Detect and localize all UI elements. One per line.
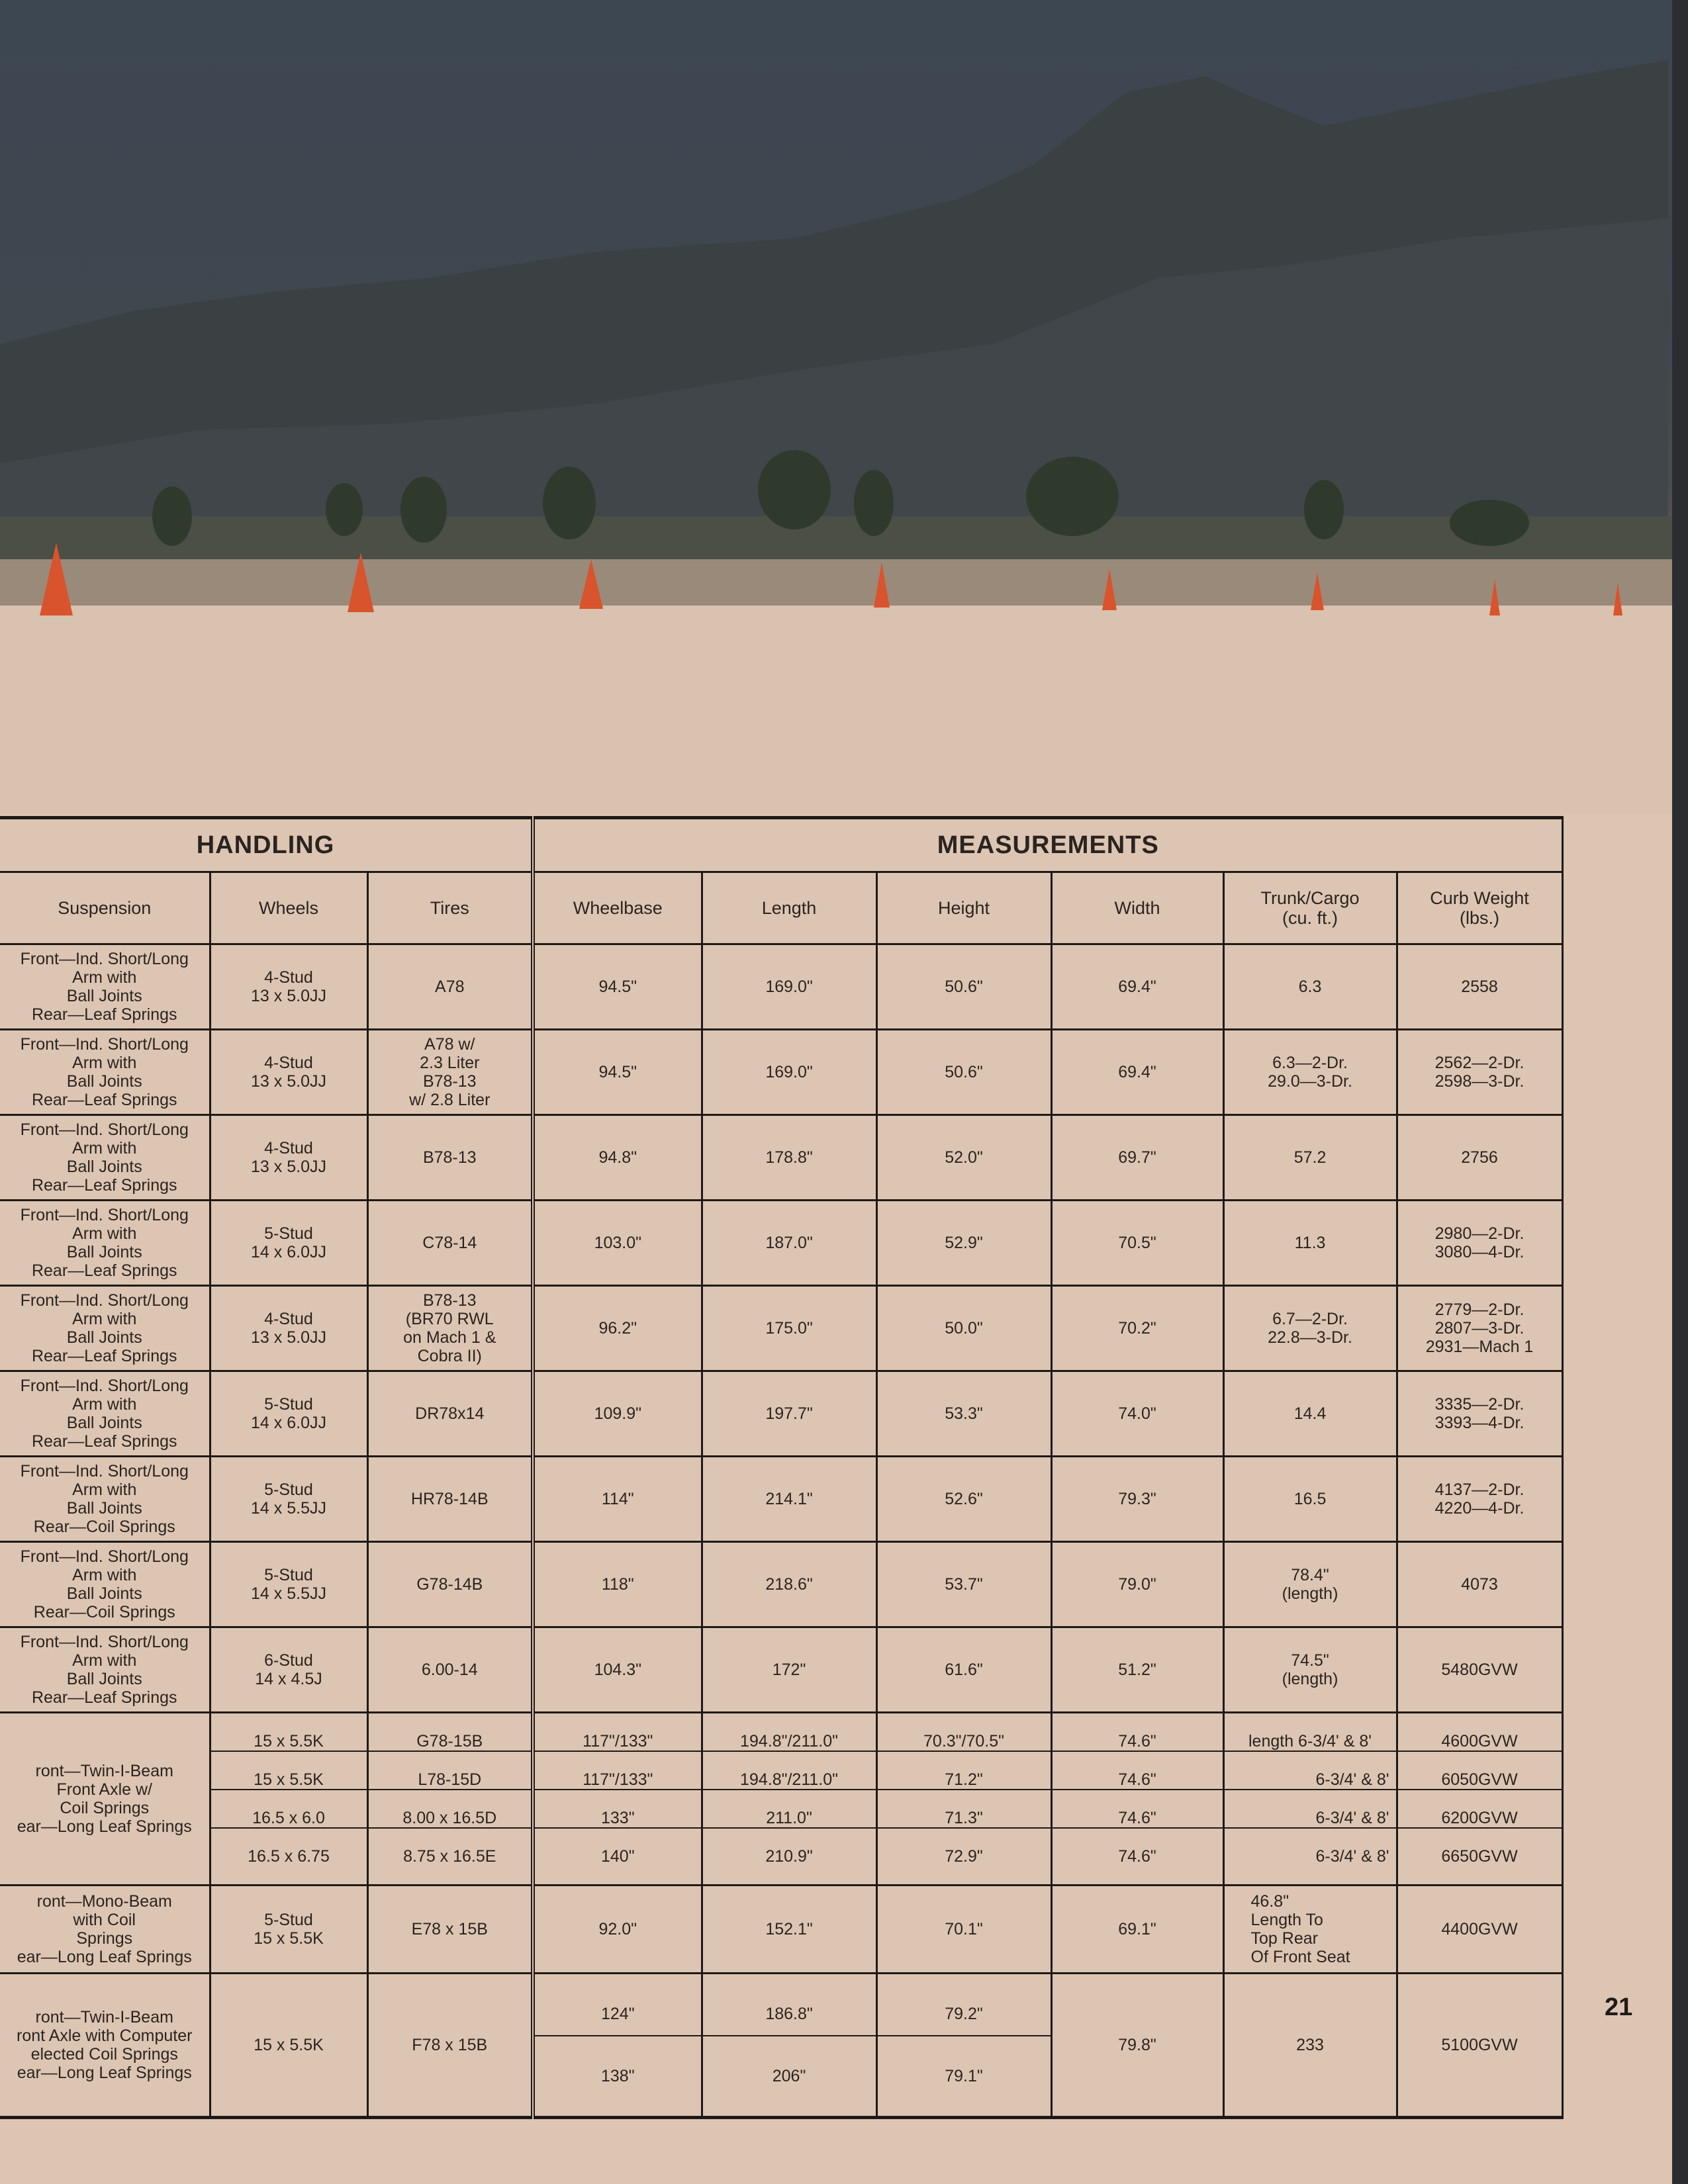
sub-value: 15 x 5.5K (211, 1770, 367, 1790)
cell-trunk: 57.2 (1223, 1115, 1397, 1201)
sub-value: length 6-3/4' & 8' (1225, 1732, 1396, 1752)
header-height: Height (876, 872, 1051, 944)
brush-strip (0, 559, 1688, 612)
cell-suspension: Front—Ind. Short/Long Arm with Ball Joints Rear—Leaf Springs (0, 1115, 210, 1201)
sub-value: 71.2" (878, 1770, 1051, 1790)
cell-wheels: 6-Stud 14 x 4.5J (210, 1627, 367, 1713)
cell-length: 218.6" (702, 1542, 876, 1627)
cell-wheels: 5-Stud 14 x 5.5JJ (210, 1457, 367, 1542)
cell-curb-weight: 2779—2-Dr. 2807—3-Dr. 2931—Mach 1 (1397, 1286, 1562, 1371)
table-row (0, 1286, 1562, 1371)
sub-value: 74.6" (1053, 1770, 1223, 1790)
table-row (0, 1371, 1562, 1457)
header-width: Width (1051, 872, 1223, 944)
header-wheels: Wheels (210, 872, 367, 944)
cell-curb-weight: 4400GVW (1397, 1886, 1562, 1974)
cell-curb-weight: 2558 (1397, 944, 1562, 1030)
cell-height: 61.6" (876, 1627, 1051, 1713)
table-row (0, 1457, 1562, 1542)
cell-length: 187.0" (702, 1201, 876, 1286)
cell-tires: B78-13 (BR70 RWL on Mach 1 & Cobra II) (367, 1286, 533, 1371)
cell-curb-weight: 4137—2-Dr. 4220—4-Dr. (1397, 1457, 1562, 1542)
cell-trunk: 6.3—2-Dr. 29.0—3-Dr. (1223, 1030, 1397, 1115)
sub-value: 6200GVW (1398, 1809, 1562, 1829)
cell-wheelbase-multi (533, 1974, 702, 2118)
cell-suspension: Front—Ind. Short/Long Arm with Ball Joints Rear—Leaf Springs (0, 1627, 210, 1713)
cell-tires: E78 x 15B (367, 1886, 533, 1974)
cell-tires: A78 w/ 2.3 Liter B78-13 w/ 2.8 Liter (367, 1030, 533, 1115)
page-edge-shadow (1672, 0, 1688, 2184)
sub-value: 186.8" (703, 1993, 876, 2036)
cell-wheels: 4-Stud 13 x 5.0JJ (210, 944, 367, 1030)
table-row (0, 944, 1562, 1030)
cell-curb-weight: 4073 (1397, 1542, 1562, 1627)
cell-height: 50.6" (876, 1030, 1051, 1115)
cell-wheels: 4-Stud 13 x 5.0JJ (210, 1030, 367, 1115)
cell-wheelbase: 109.9" (533, 1371, 702, 1457)
table-row (0, 1627, 1562, 1713)
cell-curb-weight-multi (1397, 1713, 1562, 1886)
page-number: 21 (1605, 1993, 1633, 2021)
cell-width: 69.4" (1051, 1030, 1223, 1115)
header-length: Length (702, 872, 876, 944)
cell-suspension: Front—Ind. Short/Long Arm with Ball Joints Rear—Coil Springs (0, 1457, 210, 1542)
cell-suspension: ront—Mono-Beam with Coil Springs ear—Long Leaf Springs (0, 1886, 210, 1974)
sub-value: 74.6" (1053, 1732, 1223, 1752)
cell-wheels-multi (210, 1713, 367, 1886)
cell-curb-weight: 5100GVW (1397, 1974, 1562, 2118)
cell-wheelbase: 94.8" (533, 1115, 702, 1201)
cell-trunk: 6.7—2-Dr. 22.8—3-Dr. (1223, 1286, 1397, 1371)
cell-suspension: Front—Ind. Short/Long Arm with Ball Joints Rear—Coil Springs (0, 1542, 210, 1627)
cell-tires: B78-13 (367, 1115, 533, 1201)
sub-value: 140" (600, 1847, 635, 1866)
cell-height: 52.0" (876, 1115, 1051, 1201)
sub-value: 16.5 x 6.75 (248, 1847, 330, 1866)
header-curb-weight: Curb Weight (lbs.) (1397, 872, 1562, 944)
cell-trunk: 16.5 (1223, 1457, 1397, 1542)
sub-value: 133" (535, 1809, 701, 1829)
sub-value: 4600GVW (1398, 1732, 1562, 1752)
cell-wheelbase: 103.0" (533, 1201, 702, 1286)
cell-tires: 6.00-14 (367, 1627, 533, 1713)
cell-width: 69.4" (1051, 944, 1223, 1030)
cell-wheelbase: 118" (533, 1542, 702, 1627)
cell-wheels: 4-Stud 13 x 5.0JJ (210, 1286, 367, 1371)
sub-value: 194.8"/211.0" (703, 1732, 876, 1752)
sub-value: 211.0" (703, 1809, 876, 1829)
sub-value: 6050GVW (1398, 1770, 1562, 1790)
landscape-illustration (0, 0, 1688, 814)
sub-value: 74.6" (1118, 1847, 1156, 1866)
cell-wheels: 15 x 5.5K (210, 1974, 367, 2118)
cell-trunk: 233 (1223, 1974, 1397, 2118)
desert-photo (0, 0, 1688, 814)
sub-value: 15 x 5.5K (211, 1732, 367, 1752)
cell-trunk: 14.4 (1223, 1371, 1397, 1457)
table-row-twin-beam (0, 1713, 1562, 1886)
cell-suspension: ront—Twin-I-Beam Front Axle w/ Coil Springs ear—Long Leaf Springs (0, 1713, 210, 1886)
cell-trunk: 46.8" Length To Top Rear Of Front Seat (1223, 1886, 1397, 1974)
cell-length: 152.1" (702, 1886, 876, 1974)
cell-tires: HR78-14B (367, 1457, 533, 1542)
sub-value: 72.9" (945, 1847, 983, 1866)
cell-length: 214.1" (702, 1457, 876, 1542)
table-row (0, 1542, 1562, 1627)
cell-height: 53.7" (876, 1542, 1051, 1627)
cell-height-multi (876, 1713, 1051, 1886)
sub-value: 138" (600, 2067, 635, 2085)
cell-height-multi (876, 1974, 1051, 2118)
cell-wheelbase: 104.3" (533, 1627, 702, 1713)
cell-width: 79.3" (1051, 1457, 1223, 1542)
sub-value: 79.2" (878, 1993, 1051, 2036)
cell-curb-weight: 3335—2-Dr. 3393—4-Dr. (1397, 1371, 1562, 1457)
cell-curb-weight: 2562—2-Dr. 2598—3-Dr. (1397, 1030, 1562, 1115)
cell-width-multi (1051, 1713, 1223, 1886)
sub-value: 70.3"/70.5" (878, 1732, 1051, 1752)
cell-wheels: 5-Stud 14 x 6.0JJ (210, 1371, 367, 1457)
cell-wheels: 5-Stud 14 x 5.5JJ (210, 1542, 367, 1627)
cell-height: 52.6" (876, 1457, 1051, 1542)
cell-tires: DR78x14 (367, 1371, 533, 1457)
sub-value: 117"/133" (535, 1770, 701, 1790)
header-trunk-cargo: Trunk/Cargo (cu. ft.) (1223, 872, 1397, 944)
cell-suspension: Front—Ind. Short/Long Arm with Ball Joints Rear—Leaf Springs (0, 1371, 210, 1457)
cell-trunk-multi (1223, 1713, 1397, 1886)
cell-length-multi (702, 1713, 876, 1886)
cell-curb-weight: 2756 (1397, 1115, 1562, 1201)
measurements-section-title: MEASUREMENTS (533, 818, 1562, 872)
cell-curb-weight: 2980—2-Dr. 3080—4-Dr. (1397, 1201, 1562, 1286)
cell-width: 69.7" (1051, 1115, 1223, 1201)
sub-value: 74.6" (1053, 1809, 1223, 1829)
cell-trunk: 11.3 (1223, 1201, 1397, 1286)
cell-length: 178.8" (702, 1115, 876, 1201)
sub-value: 6-3/4' & 8' (1315, 1847, 1389, 1866)
cell-suspension: Front—Ind. Short/Long Arm with Ball Joints Rear—Leaf Springs (0, 1030, 210, 1115)
cell-width: 74.0" (1051, 1371, 1223, 1457)
cell-wheels: 5-Stud 14 x 6.0JJ (210, 1201, 367, 1286)
cell-suspension: Front—Ind. Short/Long Arm with Ball Joints Rear—Leaf Springs (0, 944, 210, 1030)
cell-width: 79.8" (1051, 1974, 1223, 2118)
cell-wheelbase: 94.5" (533, 1030, 702, 1115)
cell-length-multi (702, 1974, 876, 2118)
header-wheelbase: Wheelbase (533, 872, 702, 944)
cell-tires-multi (367, 1713, 533, 1886)
cell-trunk: 74.5" (length) (1223, 1627, 1397, 1713)
cell-length: 175.0" (702, 1286, 876, 1371)
table-row-computer-coil (0, 1974, 1562, 2118)
handling-section-title: HANDLING (0, 818, 533, 872)
cell-wheelbase: 94.5" (533, 944, 702, 1030)
specifications-table (0, 816, 1564, 2119)
sub-value: 117"/133" (535, 1732, 701, 1752)
header-suspension: Suspension (0, 872, 210, 944)
sub-value: 6650GVW (1441, 1847, 1518, 1866)
cell-wheelbase: 92.0" (533, 1886, 702, 1974)
cell-height: 52.9" (876, 1201, 1051, 1286)
cell-tires: C78-14 (367, 1201, 533, 1286)
cell-trunk: 6.3 (1223, 944, 1397, 1030)
cell-width: 51.2" (1051, 1627, 1223, 1713)
sub-value: 71.3" (878, 1809, 1051, 1829)
cell-wheelbase-multi (533, 1713, 702, 1886)
cell-curb-weight: 5480GVW (1397, 1627, 1562, 1713)
table-row (0, 1201, 1562, 1286)
cell-trunk: 78.4" (length) (1223, 1542, 1397, 1627)
header-tires: Tires (367, 872, 533, 944)
cell-suspension: Front—Ind. Short/Long Arm with Ball Joints Rear—Leaf Springs (0, 1286, 210, 1371)
sub-value: 206" (772, 2067, 806, 2085)
sub-value: 79.1" (945, 2067, 983, 2085)
cell-wheelbase: 96.2" (533, 1286, 702, 1371)
sub-value: 16.5 x 6.0 (211, 1809, 367, 1829)
sub-value: 8.75 x 16.5E (403, 1847, 496, 1866)
cell-wheelbase: 114" (533, 1457, 702, 1542)
cell-wheels: 5-Stud 15 x 5.5K (210, 1886, 367, 1974)
cell-length: 169.0" (702, 1030, 876, 1115)
cell-length: 197.7" (702, 1371, 876, 1457)
cell-tires: A78 (367, 944, 533, 1030)
cell-wheels: 4-Stud 13 x 5.0JJ (210, 1115, 367, 1201)
table-row (0, 1030, 1562, 1115)
cell-tires: G78-14B (367, 1542, 533, 1627)
cell-length: 172" (702, 1627, 876, 1713)
cell-suspension: Front—Ind. Short/Long Arm with Ball Joints Rear—Leaf Springs (0, 1201, 210, 1286)
cell-tires: F78 x 15B (367, 1974, 533, 2118)
cell-height: 70.1" (876, 1886, 1051, 1974)
cell-width: 79.0" (1051, 1542, 1223, 1627)
sub-value: G78-15B (369, 1732, 532, 1752)
table-row-mono-beam (0, 1886, 1562, 1974)
sub-value: 210.9" (765, 1847, 813, 1866)
sub-value: 6-3/4' & 8' (1225, 1809, 1396, 1829)
sub-value: 6-3/4' & 8' (1225, 1770, 1396, 1790)
specifications-table-wrapper (0, 816, 1562, 2119)
sub-value: 124" (535, 1993, 701, 2036)
sub-value: 194.8"/211.0" (703, 1770, 876, 1790)
cell-height: 50.0" (876, 1286, 1051, 1371)
sub-value: L78-15D (369, 1770, 532, 1790)
cell-height: 53.3" (876, 1371, 1051, 1457)
cell-width: 70.2" (1051, 1286, 1223, 1371)
cell-height: 50.6" (876, 944, 1051, 1030)
sub-value: 8.00 x 16.5D (369, 1809, 532, 1829)
cell-suspension: ront—Twin-I-Beam ront Axle with Computer elected Coil Springs ear—Long Leaf Springs (0, 1974, 210, 2118)
cell-length: 169.0" (702, 944, 876, 1030)
table-row (0, 1115, 1562, 1201)
cell-width: 70.5" (1051, 1201, 1223, 1286)
dry-lakebed (0, 606, 1688, 814)
cell-width: 69.1" (1051, 1886, 1223, 1974)
